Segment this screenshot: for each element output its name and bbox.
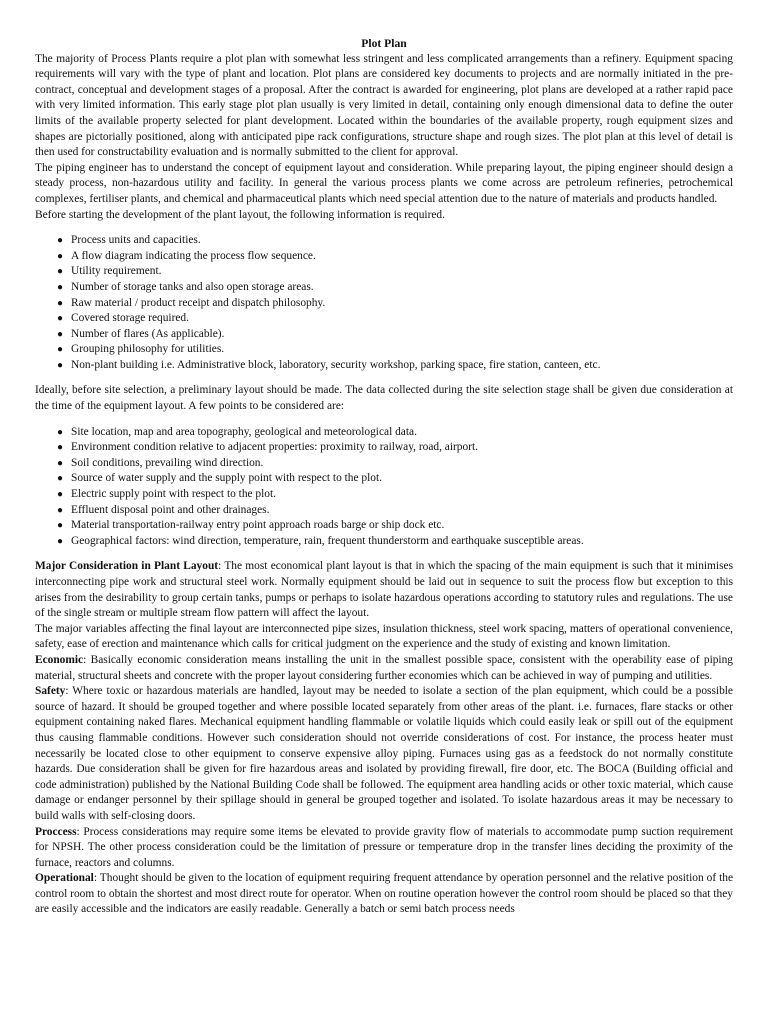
list-item: ● Utility requirement. — [57, 265, 162, 278]
list-item: ● Number of storage tanks and also open storage areas. — [57, 280, 314, 293]
process-term: Proccess — [35, 825, 77, 838]
major-consideration-paragraph: Major Consideration in Plant Layout: The most economical plant layout is that in which the spacing of the main equipment is such that it minimises interconnecting pipe work and structural steel work. Normally equipment should be laid out in sequence to suit the process flow but exception to this arises from the desirability to group certain tanks, pumps or perhaps to isolate hazardous operations according to statutory rules and regulations. The use of the single stream or multiple stream flow pattern will affect the layout. — [35, 560, 733, 620]
list-item: ● Environment condition relative to adjacent properties: proximity to railway, road, airport. — [57, 441, 478, 454]
economic-paragraph: Economic: Basically economic consideration means installing the unit in the smallest possible space, consistent with the operability ease of piping material, structural sheets and concrete with the proper layout considering further economies which can be achieved in way of pumping and utilities. — [35, 653, 733, 682]
list-item: ● Number of flares (As applicable). — [57, 327, 225, 340]
list-item: ● Raw material / product receipt and dispatch philosophy. — [57, 296, 326, 309]
major-variables-paragraph: The major variables affecting the final layout are interconnected pipe sizes, insulation thickness, steel work spacing, matters of operational convenience, safety, ease of erection and maintenance which calls for critical judgment on the experience and the study of existing and known limitation. — [35, 622, 733, 651]
list-item: ● A flow diagram indicating the process flow sequence. — [57, 249, 316, 262]
required-info-list — [35, 233, 733, 373]
site-points-list — [35, 425, 733, 550]
safety-paragraph: Safety: Where toxic or hazardous materials are handled, layout may be needed to isolate a section of the plan equipment, which could be a possible source of hazard. It should be grouped together and where possible located separately from other areas of the plant. i.e. furnaces, flare stacks or other equipment containing naked flares. Mechanical equipment handling flammable or volatile liquids which could easily leak or spill out of the equipment thus causing flammable conditions. However such consideration should not override considerations of cost. For instance, the process heater must necessarily be located close to other equipment to conserve expensive alloy piping. Furnaces using gas as a feedstock do not normally constitute hazards. Due consideration shall be given for fire hazardous areas and isolated by providing firewall, fire door, etc. The BOCA (Building official and code administration) published by the National Building Code shall be followed. The equipment area handling acids or other toxic material, which cause damage or endanger personnel by their spillage should in general be grouped together and isolated. To isolate hazardous areas it may be necessary to build walls with self-closing doors. — [35, 685, 733, 822]
list-item: ● Soil conditions, prevailing wind direction. — [57, 456, 264, 469]
operational-paragraph: Operational: Thought should be given to the location of equipment requiring frequent attendance by operation personnel and the relative position of the control room to obtain the shortest and most direct route for operator. When on routine operation however the control room should be placed so that they are easily accessible and the indicators are easily readable. Generally a batch or semi batch process needs — [35, 872, 733, 916]
process-paragraph: Proccess: Process considerations may require some items be elevated to provide gravity flow of materials to accommodate pump suction requirement for NPSH. The other process consideration could be the limitation of pressure or temperature drop in the transfer lines deciding the proximity of the furnace, reactors and columns. — [35, 825, 733, 869]
list-item: ● Grouping philosophy for utilities. — [57, 343, 225, 356]
list-item: ● Non-plant building i.e. Administrative block, laboratory, security workshop, parking space, fire station, canteen, etc. — [57, 358, 601, 371]
list-item: ● Site location, map and area topography, geological and meteorological data. — [57, 425, 417, 438]
major-consideration-term: Major Consideration in Plant Layout — [35, 560, 219, 573]
list-item: ● Source of water supply and the supply point with respect to the plot. — [57, 472, 382, 485]
intro-paragraph-1: The majority of Process Plants require a plot plan with somewhat less stringent and less complicated arrangements than a refinery. Equipment spacing requirements will vary with the type of plant and location. Plot plans are considered key documents to projects and are normally initiated in the pre-contract, conceptual and development stages of a proposal. After the contract is awarded for engineering, plot plans are developed at a rather rapid pace with very limited information. This early stage plot plan usually is very limited in detail, containing only enough dimensional data to define the outer limits of the available property selected for plant development. Located within the boundaries of the available property, rough equipment sizes and shapes are pictorially positioned, along with anticipated pipe rack configurations, structure shape and rough sizes. The plot plan at this level of detail is then used for constructability evaluation and is normally submitted to the client for approval. — [35, 52, 733, 159]
list-item: ● Material transportation-railway entry point approach roads barge or ship dock etc. — [57, 519, 445, 532]
economic-term: Economic — [35, 653, 84, 666]
list-item: ● Geographical factors: wind direction, temperature, rain, frequent thunderstorm and earthquake susceptible areas. — [57, 534, 584, 547]
list-item: ● Electric supply point with respect to the plot. — [57, 488, 276, 501]
list-item: ● Effluent disposal point and other drainages. — [57, 503, 270, 516]
list-item: ● Process units and capacities. — [57, 234, 201, 247]
operational-term: Operational — [35, 872, 94, 885]
document-title: Plot Plan — [361, 37, 407, 50]
list-item: ● Covered storage required. — [57, 312, 189, 325]
intro-paragraph-2: The piping engineer has to understand the concept of equipment layout and consideration. While preparing layout, the piping engineer should design a steady process, non-hazardous utility and facility. In general the various process plants we come across are petroleum refineries, petrochemical complexes, fertiliser plants, and chemical and pharmaceutical plants which need special attention due to the nature of materials and products handled. — [35, 161, 733, 205]
intro-paragraph-3: Before starting the development of the plant layout, the following information is required. — [35, 208, 445, 221]
safety-term: Safety — [35, 685, 66, 698]
site-selection-paragraph: Ideally, before site selection, a preliminary layout should be made. The data collected during the site selection stage shall be given due consideration at the time of the equipment layout. A few points to be considered are: — [35, 384, 733, 413]
